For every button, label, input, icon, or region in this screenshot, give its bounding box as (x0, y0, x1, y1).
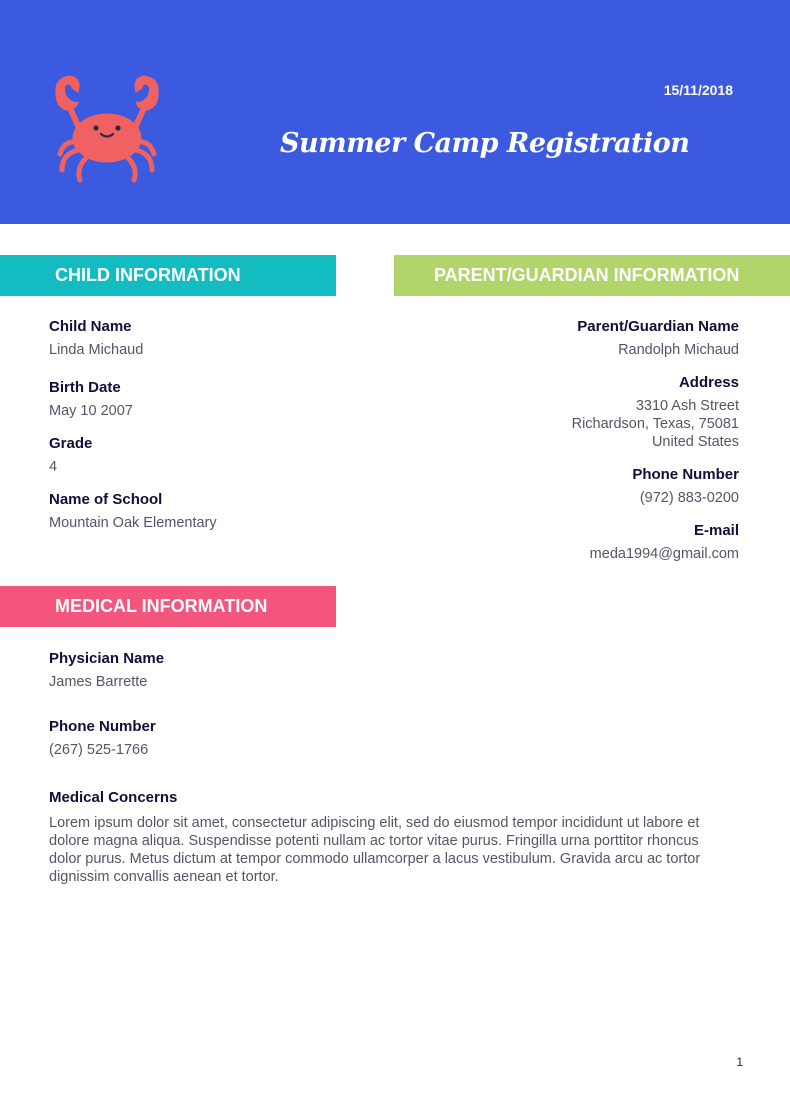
address-line-1: 3310 Ash Street (635, 398, 739, 414)
header-banner (0, 0, 790, 224)
parent-information-heading: PARENT/GUARDIAN INFORMATION (394, 255, 790, 296)
page-title: Summer Camp Registration (280, 128, 690, 159)
birth-date-label: Birth Date (49, 379, 121, 396)
medical-concerns-value: Lorem ipsum dolor sit amet, consectetur adipiscing elit, sed do eiusmod tempor incididunt ut labore et dolore magna aliqua. Suspendisse potenti nullam ac tortor vitae purus. Fringilla urna porttitor rhoncus dolor purus. Metus dictum at tempor commodo ullamcorper a lacus vestibulum. Gravida arcu ac tortor dignissim convallis aenean et tortor. (49, 815, 701, 885)
address-line-3: United States (651, 434, 739, 450)
parent-phone-label: Phone Number (632, 466, 739, 483)
parent-name-label: Parent/Guardian Name (577, 318, 739, 335)
email-value: meda1994@gmail.com (589, 546, 739, 562)
address-line-2: Richardson, Texas, 75081 (571, 416, 739, 432)
physician-phone-value: (267) 525-1766 (49, 742, 149, 758)
birth-date-value: May 10 2007 (49, 403, 133, 419)
parent-phone-value: (972) 883-0200 (639, 490, 739, 506)
crab-icon (48, 72, 166, 184)
child-name-label: Child Name (49, 318, 132, 335)
parent-name-value: Randolph Michaud (618, 342, 739, 358)
email-label: E-mail (693, 522, 739, 539)
document-date: 15/11/2018 (663, 82, 733, 98)
medical-information-heading: MEDICAL INFORMATION (0, 586, 336, 627)
physician-name-label: Physician Name (49, 650, 165, 667)
school-name-value: Mountain Oak Elementary (49, 515, 217, 531)
grade-label: Grade (49, 435, 93, 452)
address-label: Address (678, 374, 739, 391)
medical-concerns-label: Medical Concerns (49, 789, 178, 806)
physician-name-value: James Barrette (49, 674, 148, 690)
child-name-value: Linda Michaud (49, 342, 144, 358)
page-number: 1 (736, 1055, 743, 1069)
child-information-heading: CHILD INFORMATION (0, 255, 336, 296)
school-name-label: Name of School (49, 491, 163, 508)
physician-phone-label: Phone Number (49, 718, 156, 735)
grade-value: 4 (49, 459, 58, 475)
